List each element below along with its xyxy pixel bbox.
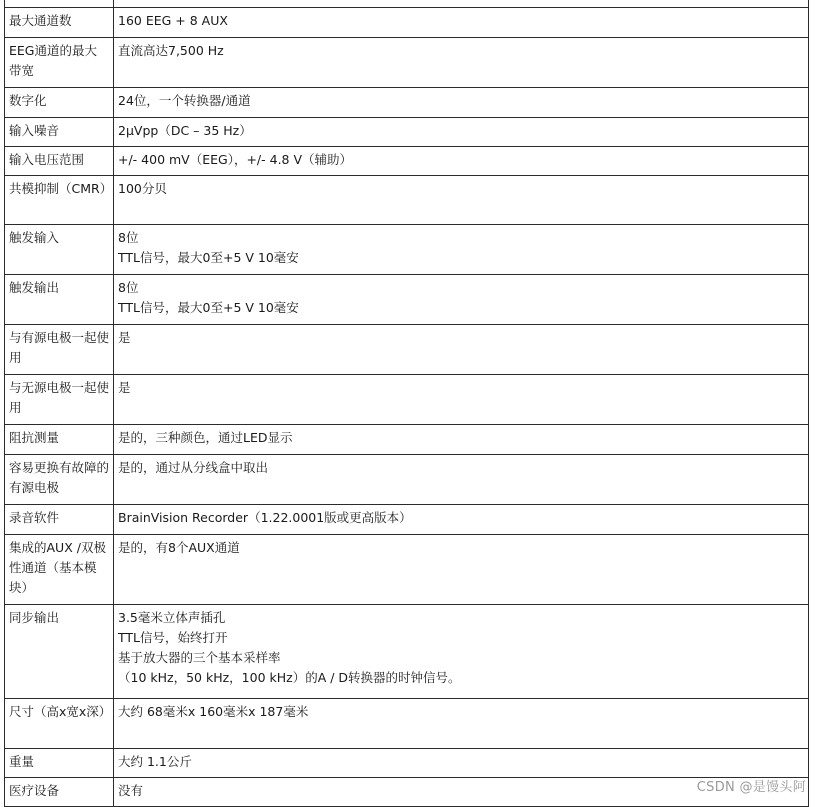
row-label bbox=[5, 225, 114, 275]
row-label-text: 集成的AUX /双极性通道（基本模块） bbox=[9, 540, 106, 595]
row-value-line: 24位，一个转换器/通道 bbox=[118, 93, 251, 108]
row-label bbox=[5, 38, 114, 88]
table-row bbox=[5, 535, 809, 605]
row-value-line: 100分贝 bbox=[118, 181, 167, 196]
row-label-text: 录音软件 bbox=[9, 510, 60, 525]
row-value-line: 160 EEG + 8 AUX bbox=[118, 13, 228, 28]
row-label-text: 输入电压范围 bbox=[9, 152, 85, 167]
row-value-line: （10 kHz，50 kHz，100 kHz）的A / D转换器的时钟信号。 bbox=[118, 670, 461, 685]
watermark-text: CSDN @是馒头阿 bbox=[696, 780, 806, 795]
table-row bbox=[5, 605, 809, 699]
table-row bbox=[5, 375, 809, 425]
row-value bbox=[114, 699, 809, 749]
row-value bbox=[114, 535, 809, 605]
row-value bbox=[114, 88, 809, 118]
row-value-line: 大约 1.1公斤 bbox=[118, 754, 192, 769]
row-value bbox=[114, 118, 809, 147]
table-row bbox=[5, 425, 809, 455]
table-row bbox=[5, 88, 809, 118]
row-value-line: 是的，有8个AUX通道 bbox=[118, 540, 240, 555]
row-value-line: 没有 bbox=[118, 783, 144, 798]
table-row bbox=[5, 176, 809, 225]
row-value-line: 是 bbox=[118, 380, 131, 395]
row-value bbox=[114, 455, 809, 505]
row-label bbox=[5, 505, 114, 535]
row-value bbox=[114, 505, 809, 535]
table-top-edge bbox=[4, 0, 809, 7]
row-value-line: 8位 bbox=[118, 280, 139, 295]
table-row bbox=[5, 8, 809, 38]
row-value-line: 大约 68毫米x 160毫米x 187毫米 bbox=[118, 704, 309, 719]
row-label-text: 容易更换有故障的有源电极 bbox=[9, 460, 110, 495]
row-label-text: 同步输出 bbox=[9, 610, 60, 625]
row-value-line: TTL信号，最大0至+5 V 10毫安 bbox=[118, 250, 299, 265]
table-row bbox=[5, 275, 809, 325]
row-value-line: 是的，通过从分线盒中取出 bbox=[118, 460, 269, 475]
table-row bbox=[5, 38, 809, 88]
row-label bbox=[5, 88, 114, 118]
row-label-text: 尺寸（高x宽x深） bbox=[9, 704, 112, 719]
row-value bbox=[114, 8, 809, 38]
row-label bbox=[5, 147, 114, 176]
row-value-line: 3.5毫米立体声插孔 bbox=[118, 610, 226, 625]
row-label bbox=[5, 699, 114, 749]
row-value-line: +/- 400 mV（EEG），+/- 4.8 V（辅助） bbox=[118, 152, 353, 167]
row-label-text: 共模抑制（CMR） bbox=[9, 181, 113, 196]
row-label bbox=[5, 275, 114, 325]
table-row bbox=[5, 147, 809, 176]
row-value-line: 是的，三种颜色，通过LED显示 bbox=[118, 430, 293, 445]
row-label bbox=[5, 325, 114, 375]
table-row bbox=[5, 325, 809, 375]
row-value-line: 直流高达7,500 Hz bbox=[118, 43, 224, 58]
row-label bbox=[5, 778, 114, 807]
row-label bbox=[5, 118, 114, 147]
row-label-text: 医疗设备 bbox=[9, 783, 60, 798]
table-row bbox=[5, 699, 809, 749]
row-value bbox=[114, 375, 809, 425]
table-row bbox=[5, 749, 809, 778]
row-value bbox=[114, 425, 809, 455]
table-row bbox=[5, 225, 809, 275]
row-label-text: 输入噪音 bbox=[9, 123, 60, 138]
row-label-text: 最大通道数 bbox=[9, 13, 72, 28]
row-label bbox=[5, 8, 114, 38]
spec-table bbox=[4, 7, 809, 807]
row-value-line: TTL信号，始终打开 bbox=[118, 630, 228, 645]
row-value-line: BrainVision Recorder（1.22.0001版或更高版本） bbox=[118, 510, 412, 525]
row-label-text: 触发输出 bbox=[9, 280, 60, 295]
row-label bbox=[5, 425, 114, 455]
row-label-text: 重量 bbox=[9, 754, 35, 769]
row-value bbox=[114, 325, 809, 375]
row-label-text: EEG通道的最大带宽 bbox=[9, 43, 97, 78]
row-label bbox=[5, 176, 114, 225]
row-value-line: 基于放大器的三个基本采样率 bbox=[118, 650, 281, 665]
row-label-text: 阻抗测量 bbox=[9, 430, 60, 445]
row-label bbox=[5, 375, 114, 425]
row-value bbox=[114, 147, 809, 176]
table-row bbox=[5, 778, 809, 807]
row-value-line: 8位 bbox=[118, 230, 139, 245]
row-label-text: 触发输入 bbox=[9, 230, 60, 245]
table-row bbox=[5, 118, 809, 147]
row-value-line: 2μVpp（DC – 35 Hz） bbox=[118, 123, 252, 138]
row-value bbox=[114, 38, 809, 88]
row-value bbox=[114, 605, 809, 699]
row-label bbox=[5, 749, 114, 778]
row-value-line: TTL信号，最大0至+5 V 10毫安 bbox=[118, 300, 299, 315]
row-label-text: 与无源电极一起使用 bbox=[9, 380, 110, 415]
row-value bbox=[114, 749, 809, 778]
spec-table-body bbox=[5, 8, 809, 807]
row-value bbox=[114, 225, 809, 275]
row-label-text: 与有源电极一起使用 bbox=[9, 330, 110, 365]
row-value-line: 是 bbox=[118, 330, 131, 345]
row-label bbox=[5, 605, 114, 699]
row-value bbox=[114, 275, 809, 325]
table-row bbox=[5, 505, 809, 535]
row-value bbox=[114, 176, 809, 225]
table-row bbox=[5, 455, 809, 505]
row-label-text: 数字化 bbox=[9, 93, 47, 108]
row-label bbox=[5, 535, 114, 605]
row-label bbox=[5, 455, 114, 505]
